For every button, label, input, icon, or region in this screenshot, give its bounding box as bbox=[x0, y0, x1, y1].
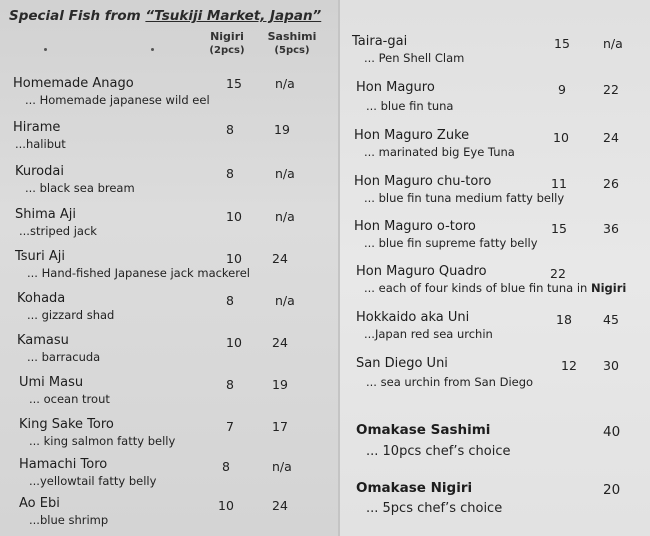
nigiri-price: 8 bbox=[226, 377, 234, 392]
item-name: Kurodai bbox=[15, 164, 64, 179]
sashimi-price: 22 bbox=[603, 82, 619, 97]
menu-item-hon-maguro-quadro bbox=[356, 264, 626, 295]
item-description: ... blue fin tuna bbox=[366, 99, 454, 113]
item-price: 40 bbox=[603, 424, 621, 440]
menu-item-tsuri-aji bbox=[15, 249, 250, 280]
menu-item-homemade-anago bbox=[13, 76, 210, 107]
nigiri-header-label: Nigiri bbox=[210, 30, 244, 43]
nigiri-price: 9 bbox=[558, 82, 566, 97]
item-description: ... blue fin supreme fatty belly bbox=[364, 236, 538, 250]
item-description: ... sea urchin from San Diego bbox=[366, 375, 534, 389]
menu-item-kurodai bbox=[15, 164, 135, 195]
nigiri-price: 11 bbox=[551, 176, 567, 191]
menu-item-kamasu bbox=[17, 333, 100, 364]
item-description: ... blue fin tuna medium fatty belly bbox=[364, 191, 565, 205]
nigiri-price: 8 bbox=[226, 122, 234, 137]
item-description bbox=[356, 281, 626, 295]
item-name: Taira-gai bbox=[352, 34, 408, 49]
sashimi-price: 19 bbox=[274, 122, 290, 137]
item-description-text: ... each of four kinds of blue fin tuna in bbox=[364, 281, 591, 295]
menu-title-place: “Tsukiji Market, Japan” bbox=[145, 8, 322, 24]
menu-item-hamachi-toro bbox=[19, 457, 156, 488]
nigiri-price: 10 bbox=[226, 335, 242, 350]
sashimi-price: 45 bbox=[603, 312, 619, 327]
item-description: ...blue shrimp bbox=[29, 513, 109, 527]
item-description-emphasis: Nigiri bbox=[590, 281, 627, 295]
item-name: Omakase Sashimi bbox=[356, 422, 491, 438]
item-name: Shima Aji bbox=[15, 207, 76, 222]
item-name: Hon Maguro Zuke bbox=[354, 128, 470, 143]
item-name: Homemade Anago bbox=[13, 76, 134, 91]
menu-item-hon-maguro-chu-toro bbox=[354, 174, 564, 205]
item-name: Hamachi Toro bbox=[19, 457, 108, 472]
sashimi-price: 19 bbox=[272, 377, 288, 392]
nigiri-price: 10 bbox=[553, 130, 569, 145]
item-name: Hon Maguro chu-toro bbox=[354, 174, 492, 189]
item-description: ...Japan red sea urchin bbox=[364, 327, 493, 341]
nigiri-price: 18 bbox=[556, 312, 572, 327]
item-description: ... marinated big Eye Tuna bbox=[364, 145, 515, 159]
item-price: 20 bbox=[603, 482, 621, 498]
menu-title-prefix: Special Fish from bbox=[9, 8, 146, 24]
item-name: King Sake Toro bbox=[19, 417, 114, 432]
item-name: Umi Masu bbox=[19, 375, 84, 390]
nigiri-price: 7 bbox=[226, 419, 234, 434]
decorative-dot bbox=[44, 48, 47, 51]
item-price: 22 bbox=[550, 266, 566, 281]
nigiri-price: 8 bbox=[226, 166, 234, 181]
item-description: ... black sea bream bbox=[25, 181, 135, 195]
sashimi-price: 24 bbox=[603, 130, 619, 145]
item-name: Hirame bbox=[13, 120, 61, 135]
item-description: ... Homemade japanese wild eel bbox=[25, 93, 210, 107]
item-name: Kamasu bbox=[17, 333, 69, 348]
menu-title bbox=[9, 8, 321, 24]
item-name: Tsuri Aji bbox=[15, 249, 66, 264]
item-description: ...yellowtail fatty belly bbox=[29, 474, 157, 488]
sashimi-column-header bbox=[263, 30, 321, 56]
menu-item-shima-aji bbox=[15, 207, 97, 238]
sashimi-header-label: Sashimi bbox=[267, 30, 317, 43]
menu-item-hon-maguro-o-toro bbox=[354, 219, 538, 250]
nigiri-price: 10 bbox=[226, 209, 242, 224]
nigiri-price: 15 bbox=[551, 221, 567, 236]
item-name: Kohada bbox=[17, 291, 66, 306]
item-description: ... king salmon fatty belly bbox=[29, 434, 176, 448]
item-description: ... barracuda bbox=[27, 350, 101, 364]
nigiri-price: 10 bbox=[218, 498, 234, 513]
menu-item-hon-maguro bbox=[356, 80, 453, 113]
sashimi-price: 36 bbox=[603, 221, 619, 236]
sashimi-price: n/a bbox=[275, 76, 295, 91]
nigiri-price: 15 bbox=[554, 36, 570, 51]
item-name: Hokkaido aka Uni bbox=[356, 310, 470, 325]
sashimi-price: 26 bbox=[603, 176, 619, 191]
menu-item-umi-masu bbox=[19, 375, 110, 406]
nigiri-price: 8 bbox=[222, 459, 230, 474]
nigiri-price: 10 bbox=[226, 251, 242, 266]
sashimi-price: n/a bbox=[275, 209, 295, 224]
nigiri-price: 15 bbox=[226, 76, 242, 91]
menu-item-hokkaido-aka-uni bbox=[356, 310, 493, 341]
menu-item-kohada bbox=[17, 291, 114, 322]
sashimi-header-sub: (5pcs) bbox=[274, 45, 310, 56]
menu-item-san-diego-uni bbox=[356, 356, 533, 389]
item-description: ... 5pcs chef’s choice bbox=[366, 501, 503, 516]
sashimi-price: 24 bbox=[272, 498, 288, 513]
nigiri-price: 12 bbox=[561, 358, 577, 373]
item-name: Hon Maguro o-toro bbox=[354, 219, 476, 234]
item-description: ... gizzard shad bbox=[27, 308, 115, 322]
decorative-dot bbox=[151, 48, 154, 51]
menu-item-hon-maguro-zuke bbox=[354, 128, 515, 159]
nigiri-price: 8 bbox=[226, 293, 234, 308]
menu-item-omakase-nigiri bbox=[356, 480, 502, 516]
sashimi-price: 24 bbox=[272, 251, 288, 266]
item-description: ...striped jack bbox=[19, 224, 97, 238]
sashimi-price: 24 bbox=[272, 335, 288, 350]
item-name: Omakase Nigiri bbox=[356, 480, 473, 496]
menu-item-ao-ebi bbox=[19, 496, 108, 527]
item-description: ... ocean trout bbox=[29, 392, 110, 406]
item-description: ...halibut bbox=[15, 137, 66, 151]
item-description: ... 10pcs chef’s choice bbox=[366, 444, 511, 459]
sashimi-price: 17 bbox=[272, 419, 288, 434]
item-description: ... Hand-fished Japanese jack mackerel bbox=[27, 266, 251, 280]
item-name: Ao Ebi bbox=[19, 496, 60, 511]
menu-item-hirame bbox=[13, 120, 66, 151]
sashimi-price: n/a bbox=[275, 293, 295, 308]
menu-item-taira-gai bbox=[352, 34, 464, 65]
sashimi-price: 30 bbox=[603, 358, 619, 373]
item-name: San Diego Uni bbox=[356, 356, 448, 371]
item-description: ... Pen Shell Clam bbox=[364, 51, 465, 65]
item-name: Hon Maguro Quadro bbox=[356, 264, 487, 279]
nigiri-column-header bbox=[205, 30, 249, 56]
menu-item-omakase-sashimi bbox=[356, 422, 510, 459]
nigiri-header-sub: (2pcs) bbox=[209, 45, 245, 56]
sashimi-price: n/a bbox=[603, 36, 623, 51]
menu-item-king-sake-toro bbox=[19, 417, 175, 448]
sashimi-price: n/a bbox=[272, 459, 292, 474]
item-name: Hon Maguro bbox=[356, 80, 435, 95]
sashimi-price: n/a bbox=[275, 166, 295, 181]
